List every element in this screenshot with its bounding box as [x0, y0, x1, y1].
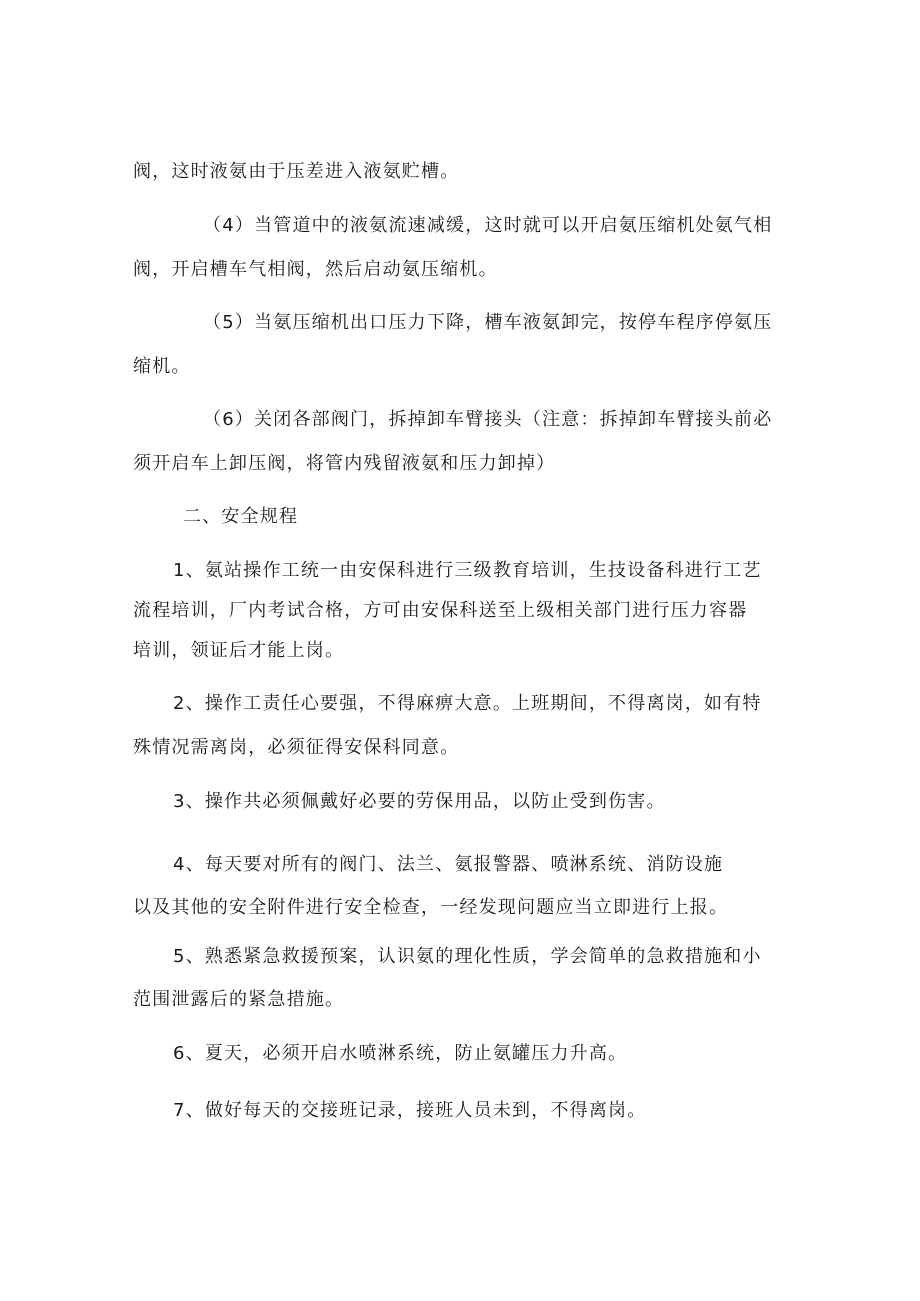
text-line: 缩机。	[133, 356, 191, 377]
text-line: 7、做好每天的交接班记录，接班人员未到，不得离岗。	[173, 1100, 647, 1121]
text-line: （4）当管道中的液氨流速减缓，这时就可以开启氨压缩机处氨气相	[203, 215, 773, 236]
text-line: （6）关闭各部阀门，拆掉卸车臂接头（注意：拆掉卸车臂接头前必	[203, 409, 773, 430]
text-line: 2、操作工责任心要强，不得麻痹大意。上班期间，不得离岗，如有特	[173, 693, 762, 714]
text-line: 阀，开启槽车气相阀，然后启动氨压缩机。	[133, 259, 498, 280]
text-line: 5、熟悉紧急救援预案，认识氨的理化性质，学会简单的急救措施和小	[173, 946, 762, 967]
section-heading: 二、安全规程	[183, 506, 299, 527]
text-line: 6、夏天，必须开启水喷淋系统，防止氨罐压力升高。	[173, 1043, 628, 1064]
text-line: 阀，这时液氨由于压差进入液氨贮槽。	[133, 161, 460, 182]
text-line: 3、操作共必须佩戴好必要的劳保用品，以防止受到伤害。	[173, 791, 666, 812]
text-line: 流程培训，厂内考试合格，方可由安保科送至上级相关部门进行压力容器	[133, 600, 748, 621]
text-line: 4、每天要对所有的阀门、法兰、氨报警器、喷淋系统、消防设施	[173, 854, 724, 875]
text-line: 以及其他的安全附件进行安全检查，一经发现问题应当立即进行上报。	[133, 897, 729, 918]
text-line: （5）当氨压缩机出口压力下降，槽车液氨卸完，按停车程序停氨压	[203, 312, 773, 333]
text-line: 培训，领证后才能上岗。	[133, 640, 345, 661]
text-line: 1、氨站操作工统一由安保科进行三级教育培训，生技设备科进行工艺	[173, 560, 762, 581]
text-line: 殊情况需离岗，必须征得安保科同意。	[133, 737, 460, 758]
text-line: 范围泄露后的紧急措施。	[133, 989, 345, 1010]
text-line: 须开启车上卸压阀，将管内残留液氨和压力卸掉）	[133, 453, 556, 474]
